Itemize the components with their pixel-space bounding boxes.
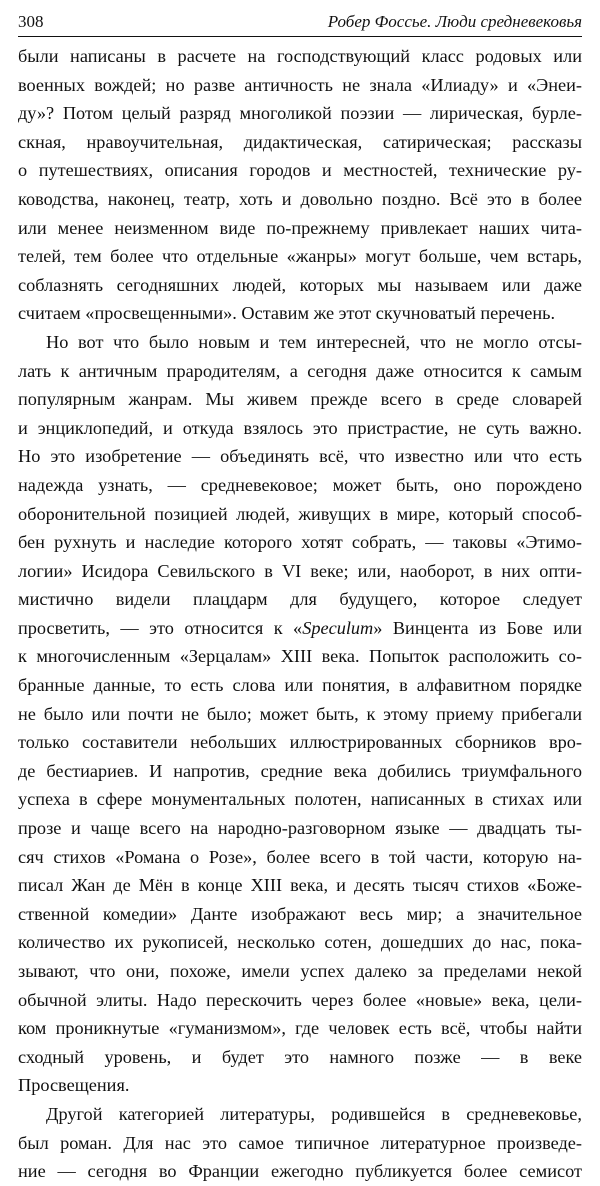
text-line: оборонительной позицией людей, живущих в мире, который способ- (18, 503, 582, 524)
text-line: о путешествиях, описания городов и местностей, технические ру- (18, 160, 582, 181)
text-line: соблазнять сегодняшних людей, которых мы называем или даже (18, 274, 582, 295)
text-line: Просвещения. (18, 1075, 130, 1096)
text-line: количество их рукописей, несколько сотен, дошедших до нас, пока- (18, 932, 582, 953)
text-line: бранные данные, то есть слова или понятия, в алфавитном порядке (18, 675, 582, 696)
text-line: ду»? Потом целый разряд многоликой поэзии — лирическая, бурле- (18, 103, 582, 124)
text-line: обычной элиты. Надо перескочить через более «новые» века, цели- (18, 989, 582, 1010)
text-line: и энциклопедий, и откуда взялось это пристрастие, не суть важно. (18, 417, 582, 438)
text-line: популярным жанрам. Мы живем прежде всего в среде словарей (18, 389, 582, 410)
text-line: просветить, — это относится к «Speculum» Винцента из Бове или (18, 617, 582, 638)
text-line: зывают, что они, похоже, имели успех далеко за пределами некой (18, 961, 582, 981)
text-line: ние — сегодня во Франции ежегодно публикуется более семисот (18, 1161, 582, 1182)
text-line: телей, тем более что отдельные «жанры» могут больше, чем встарь, (18, 246, 582, 267)
text-line: Другой категорией литературы, родившейся в средневековье, (46, 1103, 582, 1124)
paragraph (18, 328, 582, 1100)
text-line: считаем «просвещенными». Оставим же этот скучноватый перечень. (18, 303, 556, 324)
text-line: или менее неизменном виде по-прежнему привлекает наших чита- (18, 217, 582, 238)
text-line: де бестиариев. И напротив, средние века добились триумфального (18, 760, 582, 781)
paragraph (18, 1100, 582, 1186)
text-line: логии» Исидора Севильского в VI веке; или, наоборот, в них опти- (18, 560, 582, 581)
text-line: были написаны в расчете на господствующий класс родовых или (18, 46, 582, 66)
text-line: ком проникнутые «гуманизмом», где человек есть всё, чтобы найти (18, 1018, 582, 1039)
text-line: военных вождей; но разве античность не знала «Илиаду» и «Энеи- (18, 74, 582, 95)
header-rule (18, 36, 582, 37)
italic-title: Speculum (302, 617, 374, 638)
text-line: лать к античным прародителям, а сегодня даже относится к самым (18, 360, 582, 381)
running-title: Робер Фоссье. Люди средневековья (327, 12, 582, 31)
text-line: только составители небольших иллюстрированных сборников вро- (18, 732, 582, 753)
text-line: скная, нравоучительная, дидактическая, сатирическая; рассказы (18, 131, 582, 152)
text-line: ственной комедии» Данте изображают весь мир; а значительное (18, 903, 582, 924)
text-line: ководства, наконец, театр, хоть и довольно поздно. Всё это в более (18, 188, 582, 209)
text-line: не было или почти не было; может быть, к этому приему прибегали (18, 703, 582, 724)
text-line: прозе и чаще всего на народно-разговорном языке — двадцать ты- (18, 818, 582, 839)
text-line: был роман. Для нас это самое типичное литературное произведе- (18, 1132, 582, 1153)
text-line: успеха в сфере монументальных полотен, написанных в стихах или (18, 789, 582, 810)
text-line: Но вот что было новым и тем интересней, что не могло отсы- (46, 331, 582, 352)
text-line: Но это изобретение — объединять всё, что известно или что есть (18, 446, 582, 467)
text-line: писал Жан де Мён в конце XIII века, и десять тысяч стихов «Боже- (18, 875, 582, 896)
text-line: сходный уровень, и будет это намного позже — в веке (18, 1046, 582, 1067)
text-line: надежда узнать, — средневековое; может быть, оно порождено (18, 474, 582, 495)
paragraph (18, 42, 582, 328)
text-line: к многочисленным «Зерцалам» XIII века. Попыток расположить со- (18, 646, 582, 667)
running-header (18, 6, 582, 32)
text-line: мистично видели плацдарм для будущего, которое следует (18, 589, 582, 610)
page-number: 308 (18, 12, 44, 31)
text-line: бен рухнуть и наследие которого хотят собрать, — таковы «Этимо- (18, 532, 582, 553)
text-line: сяч стихов «Романа о Розе», более всего в той части, которую на- (18, 846, 582, 867)
body-text (18, 42, 582, 1186)
